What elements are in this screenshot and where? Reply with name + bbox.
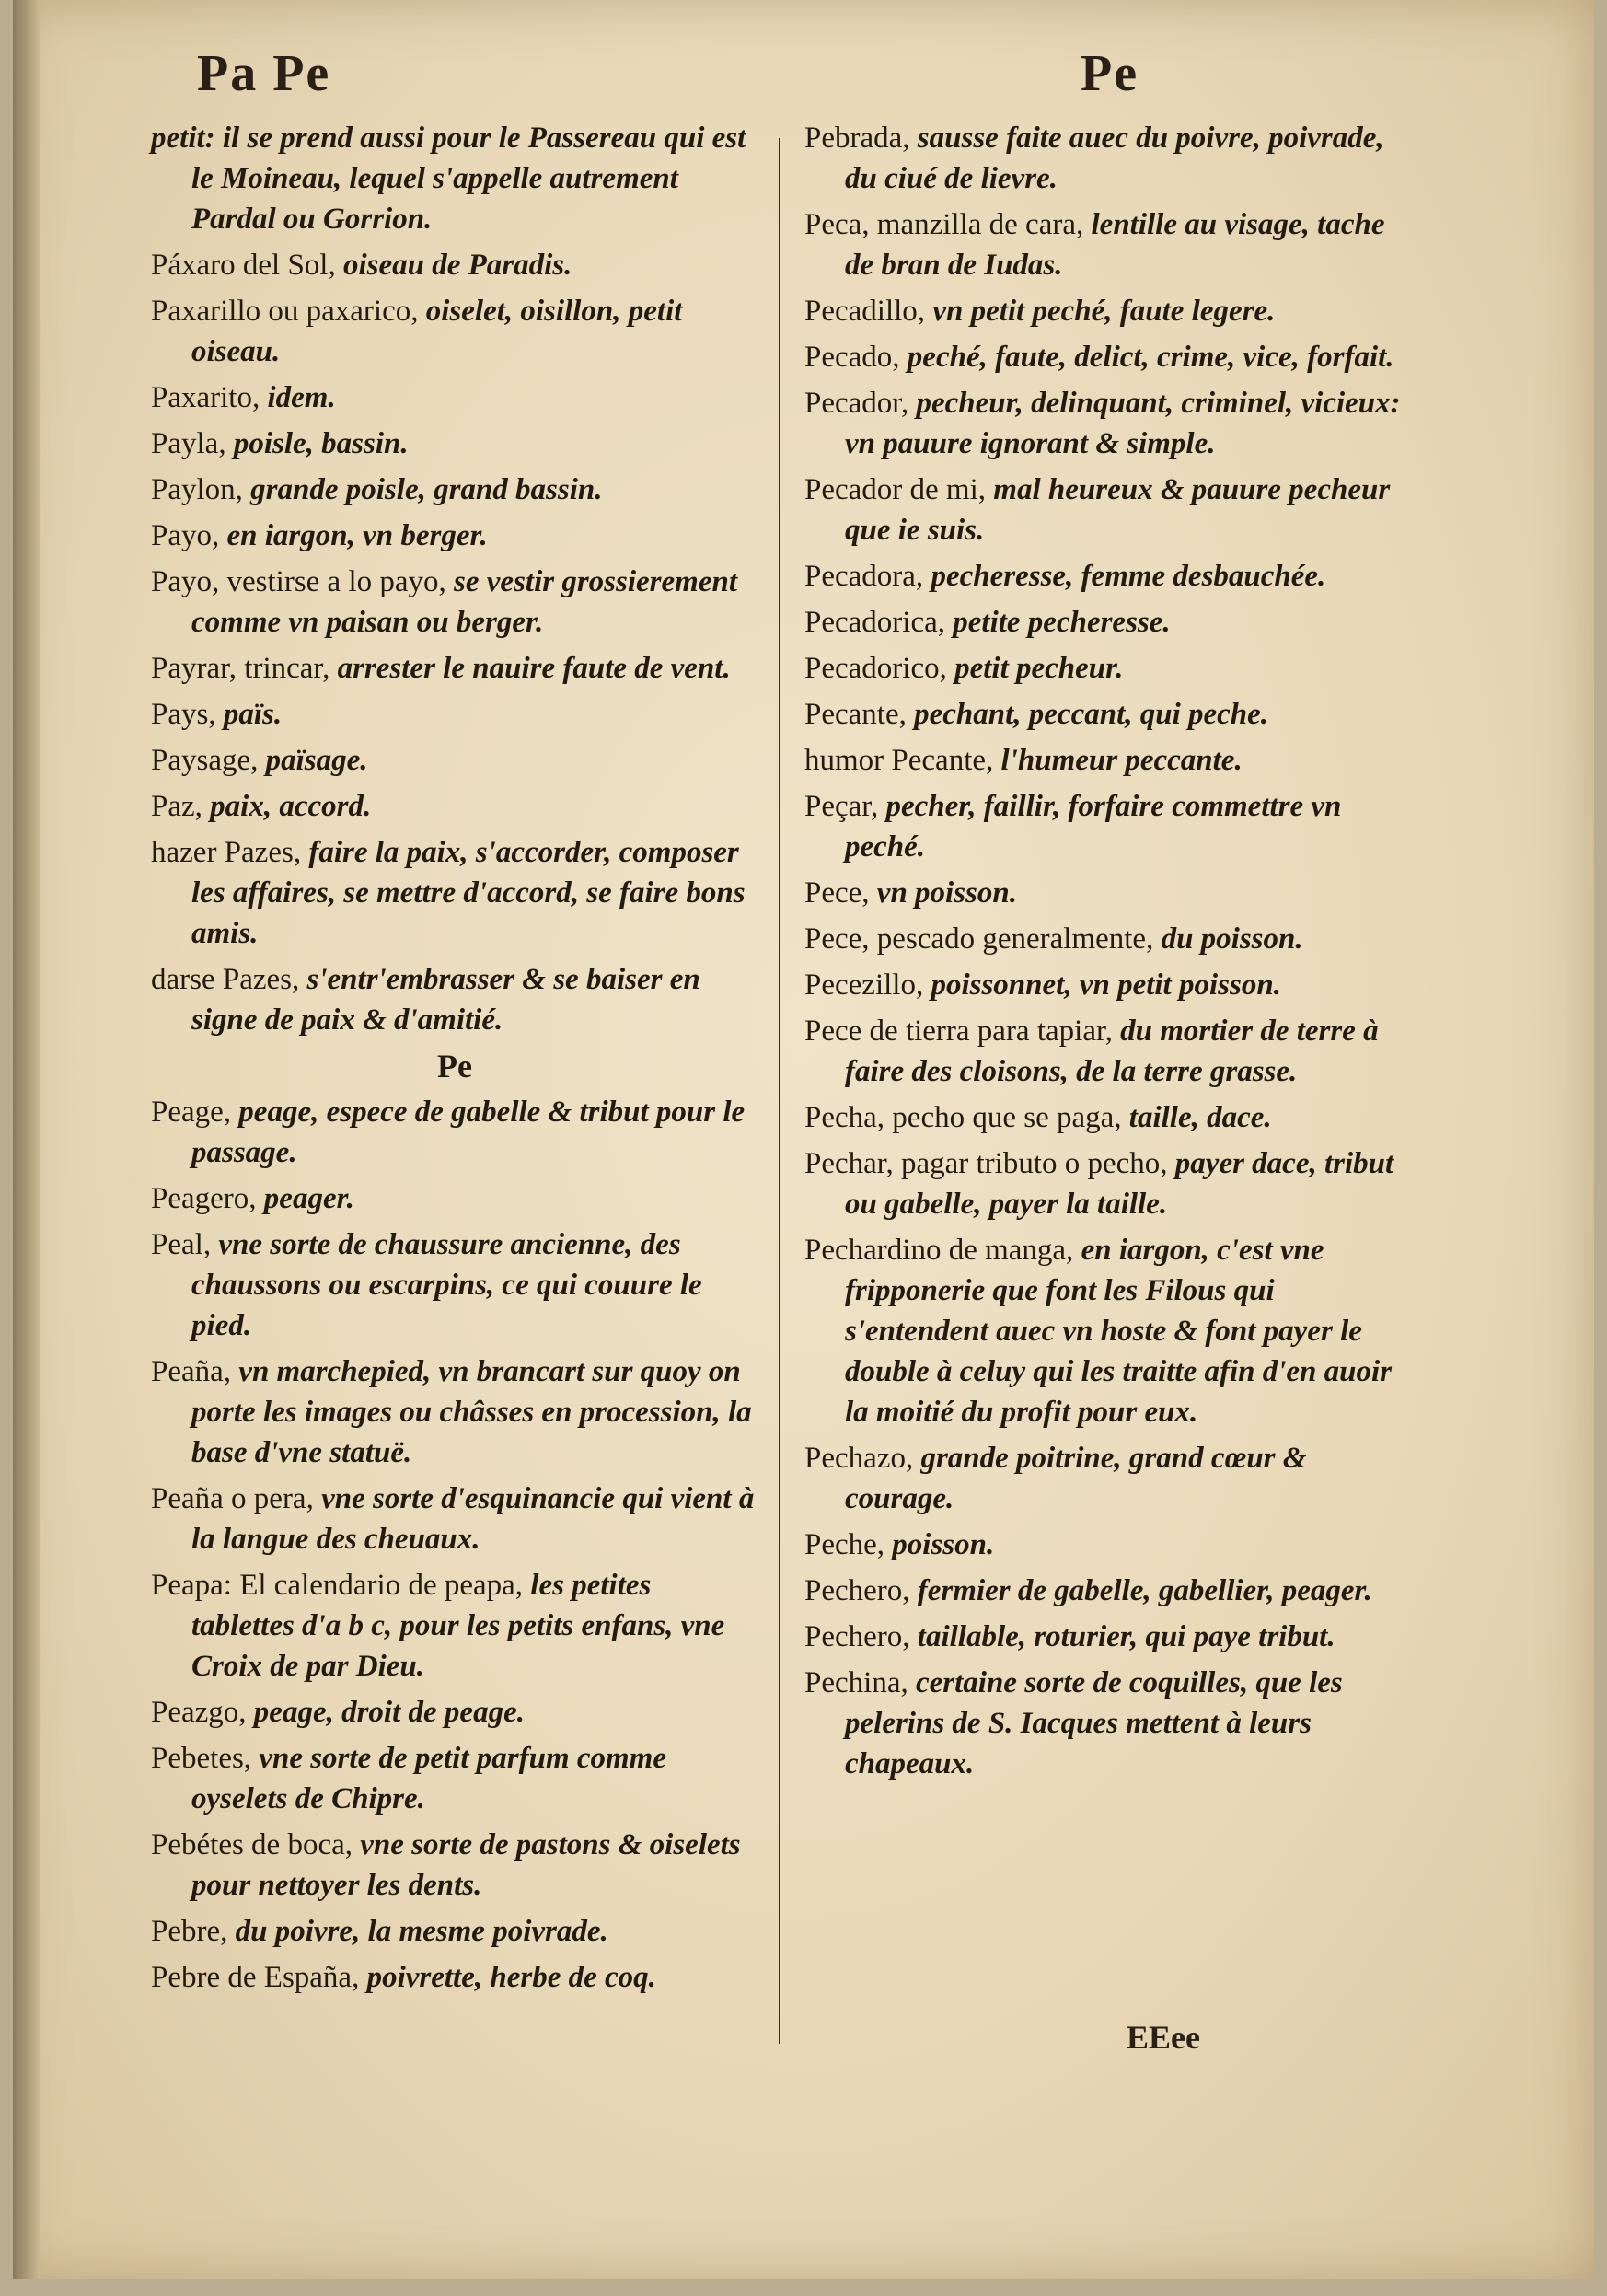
entry-headword: Peal, [151,1228,212,1261]
dictionary-entry [804,1525,1412,1565]
entry-headword: Payo, vestirse a lo payo, [151,565,446,598]
dictionary-entry [151,1178,758,1219]
entry-headword: Paxarillo ou paxarico, [151,295,419,328]
dictionary-entry [804,1143,1412,1224]
entry-headword: Paylon, [151,473,243,506]
dictionary-entry [151,1911,758,1952]
entry-translation: mal heureux & pauure pecheur que ie suis. [845,473,1391,547]
entry-translation: vn petit peché, faute legere. [932,295,1276,328]
entry-headword: Peage, [151,1096,232,1129]
entry-translation: arrester le nauire faute de vent. [337,652,731,685]
entry-headword: Pece, pescado generalmente, [804,922,1154,956]
section-subhead: Pe [437,1048,472,1084]
entry-translation: taillable, roturier, qui paye tribut. [917,1620,1335,1653]
entry-headword: Paxarito, [151,381,260,414]
entry-headword: Pecadora, [804,560,924,593]
left-running-head: Pa Pe [197,45,331,102]
entry-translation: petit pecheur. [954,652,1124,685]
dictionary-entry [151,1224,758,1346]
page-gutter [13,0,40,2279]
dictionary-entry [804,1011,1412,1092]
dictionary-entry [804,383,1412,464]
dictionary-entry [151,470,758,510]
dictionary-entry [804,648,1412,689]
entry-headword: Pecadorica, [804,606,945,639]
entry-translation: du poisson. [1161,922,1303,956]
book-page [13,0,1594,2279]
dictionary-entry [804,919,1412,959]
dictionary-entry [804,556,1412,597]
dictionary-entry [151,1565,758,1687]
entry-translation: vn poisson. [876,876,1018,910]
entry-translation: grande poitrine, grand cœur & courage. [845,1442,1307,1515]
dictionary-entry [804,965,1412,1005]
entry-translation: oiselet, oisillon, petit oiseau. [191,295,683,368]
dictionary-entry [151,1738,758,1819]
entry-translation: pecheur, delinquant, criminel, vicieux: vn pauure ignorant & simple. [845,387,1401,460]
dictionary-entry [151,1692,758,1733]
entry-headword: Paysage, [151,744,259,777]
dictionary-entry [804,470,1412,551]
dictionary-entry [804,1571,1412,1611]
entry-translation: les petites tablettes d'a b c, pour les petits enfans, vne Croix de par Dieu. [191,1569,725,1683]
catchword: EEee [1127,2019,1200,2056]
entry-headword: Peagero, [151,1182,257,1215]
entry-translation: sausse faite auec du poivre, poivrade, du ciué de lievre. [845,122,1384,195]
dictionary-entry [804,1438,1412,1519]
entry-translation: poisson. [892,1528,995,1561]
entry-headword: Pebetes, [151,1742,252,1775]
entry-translation: paix, accord. [210,790,372,823]
entry-translation: pechant, peccant, qui peche. [914,698,1269,731]
entry-headword: Pecante, [804,698,907,731]
entry-translation: du mortier de terre à faire des cloisons, de la terre grasse. [845,1015,1379,1088]
entry-headword: Pechina, [804,1666,908,1699]
entry-translation: vn marchepied, vn brancart sur quoy on porte les images ou châsses en procession, la base d'vne statuë. [191,1355,752,1469]
dictionary-entry [804,1663,1412,1784]
dictionary-entry [151,1092,758,1173]
entry-translation: petit: il se prend aussi pour le Passereau qui est le Moineau, lequel s'appelle autrement Pardal ou Gorrion. [151,122,746,236]
entry-translation: l'humeur peccante. [1000,744,1243,777]
entry-translation: peage, droit de peage. [253,1696,525,1729]
left-column [151,118,758,2003]
entry-headword: Pecezillo, [804,968,924,1002]
entry-headword: Payrar, trincar, [151,652,330,685]
entry-headword: Peapa: El calendario de peapa, [151,1569,524,1602]
entry-translation: petite pecheresse. [953,606,1171,639]
entry-headword: Payla, [151,427,226,460]
entry-headword: Pecadillo, [804,295,926,328]
dictionary-entry [804,694,1412,735]
entry-translation: vne sorte de chaussure ancienne, des chaussons ou escarpins, ce qui couure le pied. [191,1228,702,1342]
dictionary-entry [151,245,758,285]
dictionary-entry [804,602,1412,643]
dictionary-entry [804,1617,1412,1657]
dictionary-entry [804,873,1412,913]
dictionary-entry [804,204,1412,285]
dictionary-entry [151,423,758,464]
dictionary-entry [804,1230,1412,1432]
dictionary-entry [804,1097,1412,1138]
dictionary-entry [804,118,1412,199]
entry-headword: Peazgo, [151,1696,247,1729]
entry-headword: Pecador, [804,387,909,420]
entry-headword: Pecado, [804,341,900,374]
dictionary-entry [151,377,758,418]
entry-headword: Pece, [804,876,870,910]
entry-translation: se vestir grossierement comme vn paisan ou berger. [191,565,738,639]
dictionary-entry [151,959,758,1040]
entry-translation: en iargon, vn berger. [226,519,488,552]
dictionary-entry [151,1351,758,1473]
entry-translation: vne sorte de pastons & oiselets pour nettoyer les dents. [191,1828,741,1902]
dictionary-entry [151,562,758,643]
entry-translation: idem. [267,381,336,414]
entry-translation: oiseau de Paradis. [342,249,572,282]
entry-translation: grande poisle, grand bassin. [250,473,603,506]
right-column [804,118,1412,1790]
entry-translation: poisle, bassin. [233,427,409,460]
entry-translation: s'entr'embrasser & se baiser en signe de paix & d'amitié. [191,963,700,1037]
entry-translation: poissonnet, vn petit poisson. [931,968,1281,1002]
entry-translation: certaine sorte de coquilles, que les pelerins de S. Iacques mettent à leurs chapeaux. [845,1666,1343,1780]
dictionary-entry [804,740,1412,781]
entry-translation: pecheresse, femme desbauchée. [931,560,1326,593]
entry-headword: Peaña, [151,1355,232,1388]
entry-headword: Pechazo, [804,1442,914,1475]
dictionary-entry [151,1957,758,1998]
entry-headword: Paz, [151,790,202,823]
entry-headword: Peche, [804,1528,885,1561]
dictionary-entry [151,516,758,556]
entry-headword: Pecadorico, [804,652,947,685]
entry-headword: hazer Pazes, [151,836,302,869]
dictionary-entry [151,740,758,781]
entry-headword: Peçar, [804,790,879,823]
entry-translation: peage, espece de gabelle & tribut pour le passage. [191,1096,746,1169]
entry-headword: Pechar, pagar tributo o pecho, [804,1147,1168,1180]
dictionary-entry [151,1825,758,1906]
entry-headword: Páxaro del Sol, [151,249,336,282]
entry-headword: Peaña o pera, [151,1482,314,1515]
entry-translation: peché, faute, delict, crime, vice, forfait. [907,341,1394,374]
entry-translation: peager. [263,1182,354,1215]
entry-translation: pecher, faillir, forfaire commettre vn peché. [845,790,1342,864]
dictionary-entry [151,786,758,827]
entry-headword: Pece de tierra para tapiar, [804,1015,1113,1048]
entry-headword: humor Pecante, [804,744,994,777]
dictionary-entry [804,786,1412,867]
entry-translation: en iargon, c'est vne fripponerie que font les Filous qui s'entendent auec vn hoste & font payer le double à celuy qui les traitte afin d'en auoir la moitié du profit pour eux. [845,1234,1393,1429]
entry-headword: Pebrada, [804,122,910,155]
entry-headword: Pebre, [151,1915,228,1948]
entry-translation: lentille au visage, tache de bran de Iudas. [845,208,1385,282]
entry-headword: darse Pazes, [151,963,300,996]
dictionary-entry [151,291,758,372]
entry-translation: taille, dace. [1128,1101,1272,1134]
entry-headword: Pechero, [804,1574,910,1607]
entry-headword: Pechero, [804,1620,910,1653]
entry-headword: Pechardino de manga, [804,1234,1074,1267]
dictionary-entry [804,291,1412,331]
entry-headword: Pecador de mi, [804,473,987,506]
entry-headword: Pecha, pecho que se paga, [804,1101,1122,1134]
entry-translation: fermier de gabelle, gabellier, peager. [917,1574,1372,1607]
entry-translation: vne sorte de petit parfum comme oyselets de Chipre. [191,1742,666,1815]
entry-translation: faire la paix, s'accorder, composer les affaires, se mettre d'accord, se faire bons amis. [191,836,746,950]
entry-translation: du poivre, la mesme poivrade. [235,1915,608,1948]
right-running-head: Pe [1081,45,1139,102]
dictionary-entry [151,118,758,239]
entry-translation: païs. [223,698,283,731]
entry-translation: payer dace, tribut ou gabelle, payer la taille. [845,1147,1394,1221]
entry-translation: vne sorte d'esquinancie qui vient à la langue des cheuaux. [191,1482,755,1556]
entry-headword: Peca, manzilla de cara, [804,208,1084,241]
entry-translation: poivrette, herbe de coq. [366,1961,656,1994]
dictionary-entry [151,648,758,689]
dictionary-entry [151,832,758,954]
entry-headword: Pebétes de boca, [151,1828,353,1861]
column-divider [779,138,780,2044]
entry-headword: Pays, [151,698,216,731]
entry-headword: Payo, [151,519,220,552]
entry-translation: païsage. [265,744,368,777]
entry-headword: Pebre de España, [151,1961,360,1994]
dictionary-entry [804,337,1412,377]
dictionary-entry [151,1478,758,1560]
dictionary-entry [151,694,758,735]
